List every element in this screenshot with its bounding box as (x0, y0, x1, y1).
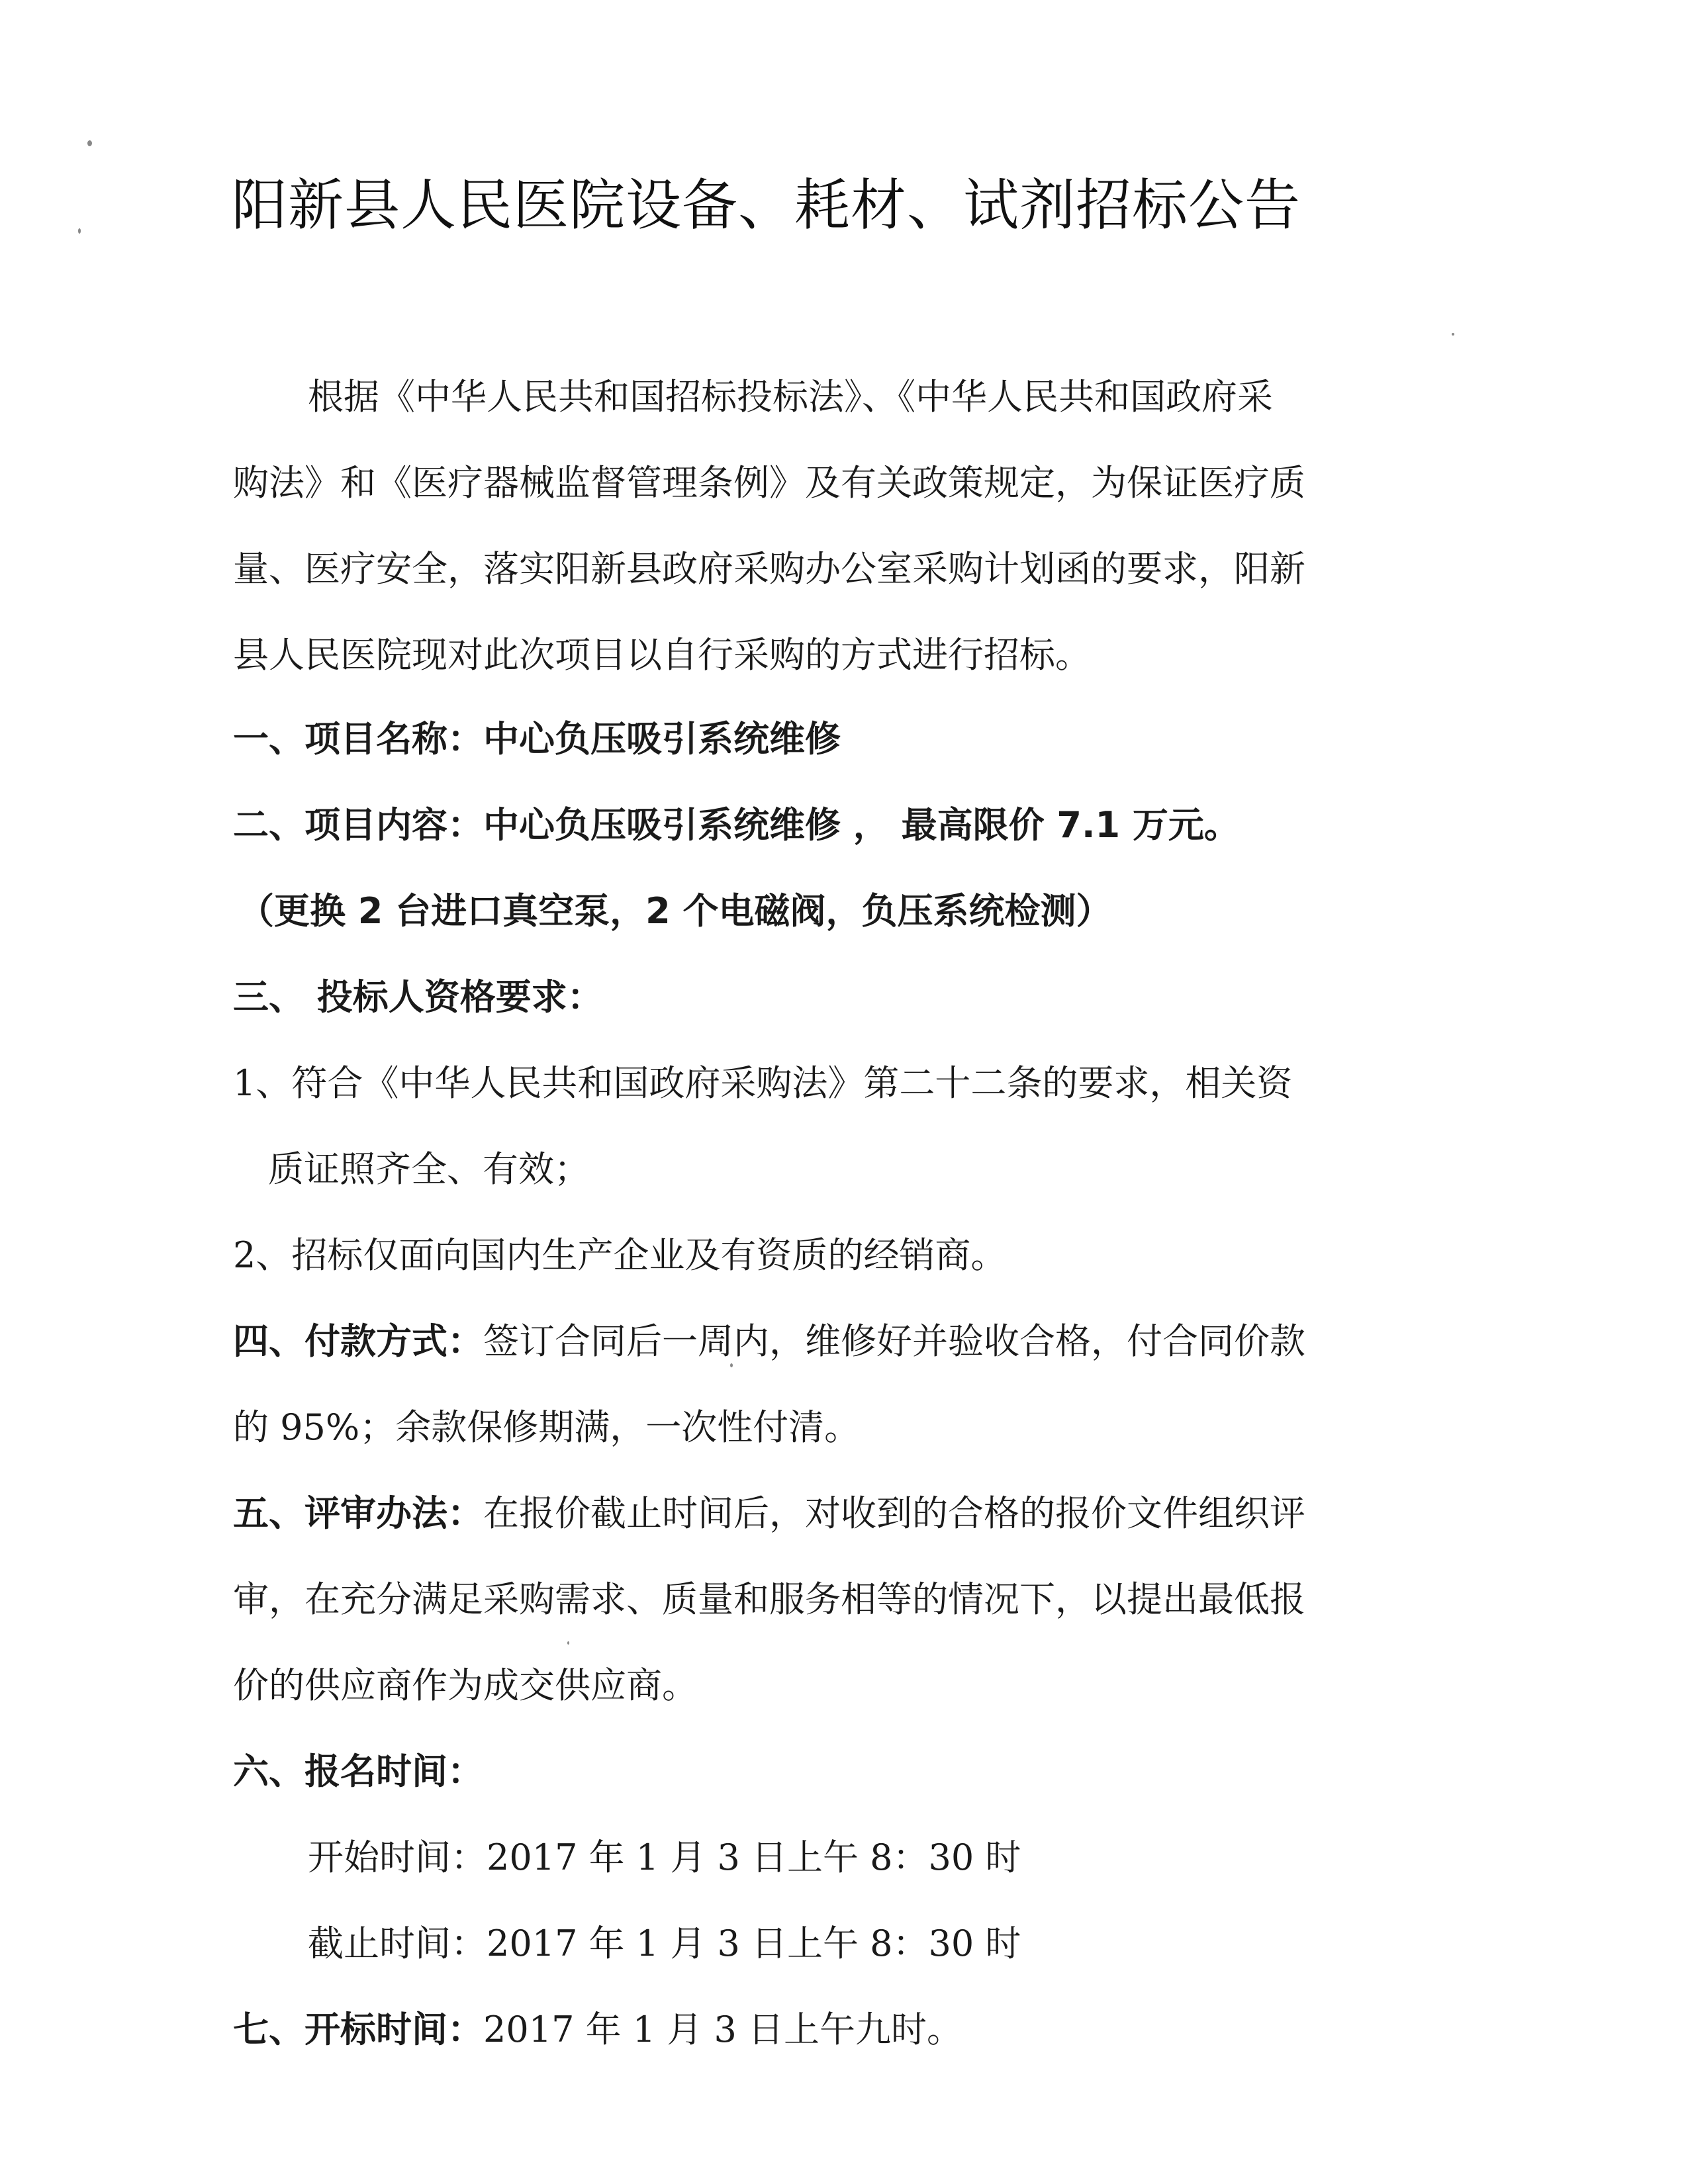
scan-speck (87, 140, 92, 146)
intro-line-1: 根据《中华人民共和国招标投标法》、《中华人民共和国政府采 (308, 376, 1273, 418)
section-7-heading: 七、开标时间： (233, 2009, 483, 2050)
section-4-line-2: 的 95%；余款保修期满，一次性付清。 (233, 1406, 861, 1448)
intro-line-4: 县人民医院现对此次项目以自行采购的方式进行招标。 (233, 634, 1091, 676)
section-7-text: 2017 年 1 月 3 日上午九时。 (483, 2009, 962, 2050)
registration-start-time: 开始时间：2017 年 1 月 3 日上午 8：30 时 (308, 1837, 1021, 1878)
intro-line-2: 购法》和《医疗器械监督管理条例》及有关政策规定，为保证医疗质 (233, 462, 1305, 504)
section-4-heading: 四、付款方式： (233, 1320, 483, 1362)
qualification-item-1-line-2: 质证照齐全、有效； (268, 1148, 590, 1190)
section-2-project-content: 二、项目内容：中心负压吸引系统维修 ， 最高限价 7.1 万元。 (233, 804, 1240, 846)
section-4-line-1: 签订合同后一周内，维修好并验收合格，付合同价款 (483, 1320, 1305, 1362)
scan-speck (78, 228, 81, 234)
section-5-line-2: 审，在充分满足采购需求、质量和服务相等的情况下，以提出最低报 (233, 1578, 1305, 1620)
document-title: 阳新县人民医院设备、耗材、试剂招标公告 (232, 173, 1301, 238)
section-4-payment (233, 1318, 1305, 1365)
section-1-project-name: 一、项目名称：中心负压吸引系统维修 (233, 718, 841, 760)
section-5-line-3: 价的供应商作为成交供应商。 (233, 1664, 698, 1706)
qualification-item-2: 2、招标仅面向国内生产企业及有资质的经销商。 (233, 1234, 1007, 1276)
section-5-heading: 五、评审办法： (233, 1492, 483, 1534)
section-7-bid-opening (233, 2007, 962, 2053)
section-5-line-1: 在报价截止时间后，对收到的合格的报价文件组织评 (483, 1492, 1305, 1534)
intro-line-3: 量、医疗安全，落实阳新县政府采购办公室采购计划函的要求，阳新 (233, 548, 1305, 590)
section-6-heading: 六、报名时间： (233, 1751, 483, 1792)
scan-speck (1452, 333, 1454, 336)
scan-speck (730, 1363, 733, 1367)
section-2-details: （更换 2 台进口真空泵，2 个电磁阀，负压系统检测） (238, 890, 1112, 932)
section-3-heading: 三、 投标人资格要求： (233, 976, 603, 1018)
section-5-evaluation (233, 1490, 1305, 1537)
scan-speck (567, 1641, 569, 1645)
registration-end-time: 截止时间：2017 年 1 月 3 日上午 8：30 时 (308, 1923, 1021, 1964)
qualification-item-1-line-1: 1、符合《中华人民共和国政府采购法》第二十二条的要求，相关资 (233, 1062, 1293, 1104)
